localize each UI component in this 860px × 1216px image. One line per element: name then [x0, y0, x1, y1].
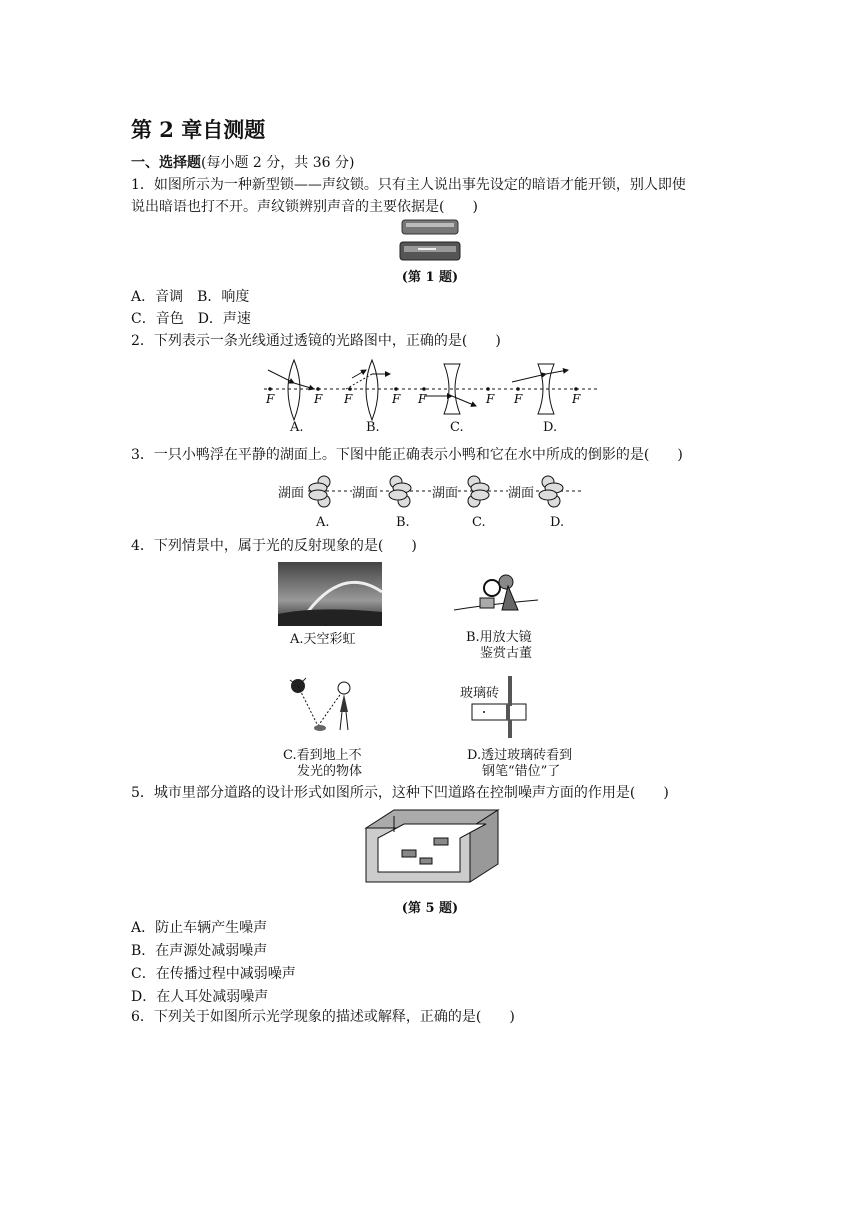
section-heading [131, 152, 354, 172]
q1-options-cd: C．音色 D．声速 [131, 311, 251, 327]
lake-surface-label: 湖面 [508, 482, 534, 501]
q1-line2: 说出暗语也打不开。声纹锁辨别声音的主要依据是( ) [131, 199, 478, 215]
sunken-road-figure [364, 808, 500, 884]
q5-option-c: C．在传播过程中减弱噪声 [131, 966, 296, 982]
section-note: (每小题 2 分，共 36 分) [201, 155, 355, 171]
q2-label-d: D. [543, 420, 558, 435]
q5-text: 5．城市里部分道路的设计形式如图所示，这种下凹道路在控制噪声方面的作用是( ) [131, 785, 669, 801]
q2-text: 2．下列表示一条光线通过透镜的光路图中，正确的是( ) [131, 333, 501, 349]
q2-label-c: C. [450, 420, 464, 435]
focus-label: F [392, 392, 401, 406]
glass-brick-label: 玻璃砖 [460, 686, 500, 701]
focus-label: F [266, 392, 275, 406]
q4-option-c-line2: 发光的物体 [297, 764, 363, 779]
page-title: 第 2 章自测题 [131, 117, 266, 142]
glass-pen-figure [470, 674, 530, 740]
q5-option-d: D．在人耳处减弱噪声 [131, 989, 269, 1005]
q4-option-b-line1: B.用放大镜 [466, 630, 532, 645]
focus-label: F [486, 392, 495, 406]
q4-text: 4．下列情景中，属于光的反射现象的是( ) [131, 538, 417, 554]
q1-line1: 1．如图所示为一种新型锁——声纹锁。只有主人说出事先设定的暗语才能开锁，别人即使 [131, 177, 686, 193]
q5-caption: (第 5 题) [401, 901, 459, 916]
q2-label-b: B. [366, 420, 380, 435]
focus-label: F [344, 392, 353, 406]
magnifier-figure [452, 570, 542, 620]
q1-caption: (第 1 题) [401, 270, 459, 285]
lake-surface-label: 湖面 [352, 482, 378, 501]
duck-d [539, 476, 563, 507]
q4-option-a: A.天空彩虹 [290, 632, 356, 647]
q4-option-d-line2: 钢笔“错位”了 [482, 764, 561, 779]
lake-surface-label: 湖面 [432, 482, 458, 501]
rainbow-photo [278, 562, 382, 626]
q4-option-c-line1: C.看到地上不 [283, 748, 362, 763]
q6-text: 6．下列关于如图所示光学现象的描述或解释，正确的是( ) [131, 1009, 515, 1025]
q5-option-a: A．防止车辆产生噪声 [131, 920, 268, 936]
q5-option-b: B．在声源处减弱噪声 [131, 943, 268, 959]
q3-label-b: B. [396, 515, 410, 530]
q4-option-b-line2: 鉴赏古董 [480, 646, 533, 661]
q3-text: 3．一只小鸭浮在平静的湖面上。下图中能正确表示小鸭和它在水中所成的倒影的是( ) [131, 447, 683, 463]
q3-label-c: C. [472, 515, 486, 530]
q3-label-a: A. [316, 515, 330, 530]
lake-surface-label: 湖面 [278, 482, 304, 501]
q4-option-d-line1: D.透过玻璃砖看到 [467, 748, 573, 763]
focus-label: F [514, 392, 523, 406]
focus-label: F [418, 392, 427, 406]
q2-label-a: A. [290, 420, 304, 435]
q1-options-ab: A．音调 B．响度 [131, 289, 250, 305]
voice-lock-figure [398, 218, 462, 264]
q3-label-d: D. [550, 515, 565, 530]
focus-label: F [314, 392, 323, 406]
duck-b [389, 476, 411, 507]
observer-figure [286, 672, 366, 740]
section-label: 一、选择题 [131, 155, 201, 171]
focus-label: F [572, 392, 581, 406]
